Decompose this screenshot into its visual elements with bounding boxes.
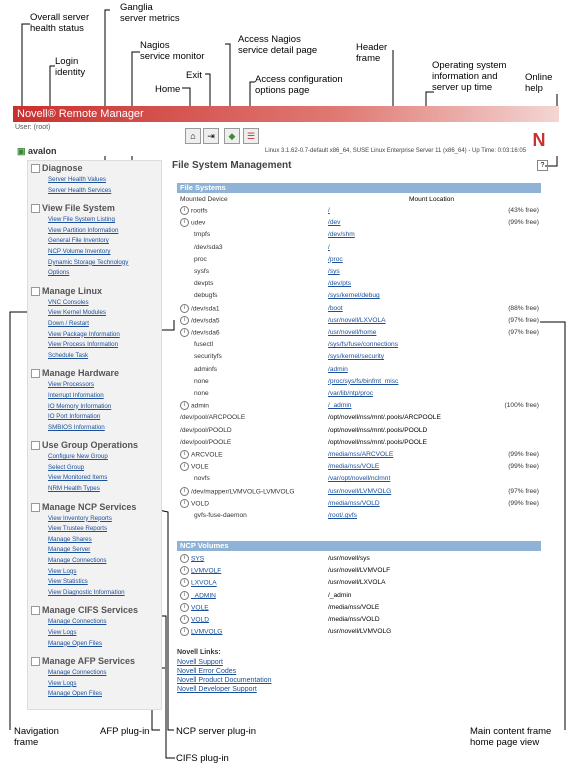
nagios-detail-button[interactable]: ◆ [224, 128, 240, 144]
fs-mount-location[interactable]: /sys [328, 268, 340, 275]
nav-section-1[interactable]: View File System [28, 201, 161, 215]
fs-free: (43% free) [508, 207, 539, 214]
nav-link[interactable]: IO Port Information [48, 413, 101, 421]
fs-row [177, 230, 541, 240]
annotation-ganglia: Ganglia server metrics [120, 2, 180, 24]
fs-device-name: devpts [194, 280, 214, 288]
fs-row [177, 352, 541, 362]
fs-mount-location[interactable]: /dev/pts [328, 280, 352, 288]
ncp-volume-path: /media/nss/VOLE [328, 603, 380, 611]
fs-row [177, 206, 541, 216]
nav-link[interactable]: View Package Information [48, 330, 120, 338]
fs-device [180, 426, 232, 436]
fs-device-name: novfs [194, 475, 210, 483]
annotation-overall-status: Overall server health status [30, 12, 90, 34]
fs-mount-location[interactable]: /proc [328, 255, 343, 263]
ncp-volume-name[interactable]: SYS [191, 555, 205, 563]
nav-link[interactable]: View Diagnostic Information [48, 588, 125, 596]
fs-device-name: /dev/pool/POOLE [180, 438, 232, 446]
fs-device [180, 291, 217, 301]
fs-mount-location[interactable]: /var/opt/novell/nclmnt [328, 475, 391, 483]
nav-link[interactable]: Manage Connections [48, 618, 107, 626]
server-health-status[interactable] [17, 146, 57, 157]
nav-link[interactable]: View Logs [48, 567, 77, 575]
nav-link[interactable]: IO Memory Information [48, 402, 112, 410]
fs-mount-location[interactable]: /_admin [328, 402, 352, 410]
nav-link[interactable]: Interrupt Information [48, 391, 104, 399]
nav-link[interactable]: VNC Consoles [48, 298, 89, 306]
annotation-exit: Exit [186, 70, 202, 81]
fs-mount-location[interactable]: /media/nss/VOLE [328, 463, 380, 471]
ncp-volume-name[interactable]: VOLD [191, 616, 209, 624]
nav-section-2[interactable]: Manage Linux [28, 284, 161, 298]
novell-link[interactable]: Novell Product Documentation [177, 677, 272, 684]
fs-mount-location: /opt/novell/nss/mnt/.pools/POOLE [328, 438, 427, 446]
fs-mount-location[interactable]: /sys/kernel/security [328, 353, 385, 361]
fs-device-name: VOLD [191, 500, 209, 508]
info-icon[interactable]: i [180, 578, 189, 587]
col-mount-location: Mount Location [409, 196, 455, 203]
fs-mount-location[interactable]: / [328, 243, 330, 251]
fs-device-name: /dev/pool/POOLD [180, 426, 232, 434]
nav-link[interactable]: NCP Volume Inventory [48, 247, 111, 255]
info-icon[interactable]: i [180, 615, 189, 624]
fs-device [180, 243, 223, 253]
fs-row [177, 450, 541, 460]
nav-link[interactable]: SMBIOS Information [48, 423, 105, 431]
nav-link[interactable]: Manage Open Files [48, 639, 102, 647]
novell-link[interactable]: Novell Error Codes [177, 668, 237, 675]
ncp-volume [180, 615, 209, 625]
fs-device-name: sysfs [194, 268, 210, 275]
fs-device [180, 206, 208, 216]
ncp-volume-name[interactable]: LVMVOLG [191, 628, 223, 636]
fs-row [177, 499, 541, 509]
nav-link[interactable]: Server Health Services [48, 186, 112, 194]
novell-link[interactable]: Novell Support [177, 659, 223, 666]
nav-link[interactable]: Manage Connections [48, 557, 107, 565]
fs-mount-location: /opt/novell/nss/mnt/.pools/ARCPOOLE [328, 414, 441, 422]
fs-device [180, 255, 207, 265]
novell-logo: N [532, 129, 546, 150]
fs-device-name: /dev/sda3 [194, 243, 223, 251]
fs-row [177, 304, 541, 314]
fs-device-name: rootfs [191, 207, 208, 215]
annotation-header-frame: Header frame [356, 42, 388, 64]
fs-row [177, 401, 541, 411]
fs-mount-location: /opt/novell/nss/mnt/.pools/POOLD [328, 426, 428, 434]
header-banner [13, 106, 559, 122]
ncp-volume-name[interactable]: LXVOLA [191, 579, 217, 587]
fs-mount-location[interactable]: /dev/shm [328, 231, 355, 239]
info-icon[interactable]: i [180, 328, 189, 337]
fs-row [177, 255, 541, 265]
ncp-volume-name[interactable]: _ADMIN [191, 591, 216, 599]
info-icon[interactable]: i [180, 462, 189, 471]
help-icon[interactable]: ? [537, 160, 548, 171]
fs-row [177, 291, 541, 301]
fs-device [180, 389, 209, 399]
fs-mount-location[interactable]: /root/.gvfs [328, 512, 357, 519]
fs-device [180, 218, 205, 228]
fs-column-headers [177, 195, 541, 205]
fs-device [180, 487, 294, 497]
fs-row [177, 267, 541, 277]
fs-device [180, 352, 222, 362]
fs-free: (97% free) [508, 316, 539, 324]
nav-link[interactable]: Configure New Group [48, 453, 108, 461]
fs-free: (100% free) [504, 402, 539, 410]
fs-free: (99% free) [508, 499, 539, 507]
fs-row [177, 377, 541, 387]
main-content-frame [172, 156, 558, 708]
fs-device [180, 340, 213, 350]
fs-device-name: adminfs [194, 365, 218, 373]
header-frame [13, 106, 559, 156]
info-icon[interactable]: i [180, 304, 189, 313]
fs-device-name: securityfs [194, 353, 222, 361]
fs-row [177, 365, 541, 375]
nav-section-6[interactable]: Manage CIFS Services [28, 603, 161, 617]
nav-link[interactable]: Server Health Values [48, 176, 107, 183]
annotation-config: Access configuration options page [255, 74, 343, 96]
nav-link[interactable]: Select Group [48, 463, 85, 471]
fs-device [180, 304, 220, 314]
ncp-volume-path: /usr/novell/LVMVOLG [328, 628, 392, 636]
fs-row [177, 218, 541, 228]
ncp-volume-path: /usr/novell/sys [328, 555, 370, 562]
ncp-volume-path: /media/nss/VOLD [328, 616, 380, 623]
info-icon[interactable]: i [180, 499, 189, 508]
nav-link[interactable]: View Logs [48, 679, 77, 687]
annotation-nagios-monitor: Nagios service monitor [140, 40, 205, 62]
fs-device [180, 462, 209, 472]
fs-device-name: udev [191, 219, 206, 227]
fs-mount-location[interactable]: /dev [328, 219, 341, 227]
fs-device-name: /dev/pool/ARCPOOLE [180, 414, 246, 422]
config-button[interactable]: ☰ [243, 128, 259, 144]
fs-device-name: ARCVOLE [191, 451, 223, 459]
info-icon[interactable]: i [180, 450, 189, 459]
annotation-nagios-detail: Access Nagios service detail page [238, 34, 318, 56]
nav-link[interactable]: Manage Open Files [48, 690, 102, 698]
fs-device [180, 450, 223, 460]
file-systems-header: File Systems [177, 183, 541, 193]
annotation-main-frame: Main content frame home page view [470, 726, 552, 748]
ncp-volume [180, 566, 221, 576]
fs-device [180, 438, 231, 448]
ncp-volume-name[interactable]: LVMVOLF [191, 567, 222, 575]
fs-device [180, 377, 209, 387]
fs-device-name: /dev/mapper/LVMVOLG-LVMVOLG [191, 487, 295, 495]
fs-row [177, 316, 541, 326]
page-title: File System Management [172, 160, 292, 171]
fs-row [177, 474, 541, 484]
ncp-volume-path: /usr/novell/LXVOLA [328, 579, 386, 587]
fs-device-name: debugfs [194, 292, 218, 300]
nav-section-5[interactable]: Manage NCP Services [28, 500, 161, 514]
fs-device [180, 316, 220, 326]
fs-free: (99% free) [508, 451, 539, 458]
info-icon[interactable]: i [180, 554, 189, 563]
nav-link[interactable]: Manage Connections [48, 669, 107, 677]
fs-device-name: /dev/sda1 [191, 304, 220, 312]
server-name: avalon [28, 146, 57, 156]
ncp-volume-path: /_admin [328, 591, 352, 599]
nav-link[interactable]: Options [48, 269, 70, 277]
info-icon[interactable]: i [180, 218, 189, 227]
annotation-os-info: Operating system information and server up time [432, 60, 507, 93]
nav-link[interactable]: Dynamic Storage Technology [48, 258, 129, 266]
fs-row [177, 243, 541, 253]
ncp-row [177, 591, 541, 601]
ncp-volume [180, 554, 204, 564]
health-icon: ▣ [17, 146, 26, 156]
nav-section-0[interactable]: Diagnose [28, 161, 161, 175]
ncp-volume [180, 627, 222, 637]
fs-mount-location[interactable]: /sys/kernel/debug [328, 292, 380, 300]
fs-device-name: tmpfs [194, 231, 211, 239]
ncp-row [177, 627, 541, 637]
fs-device-name: admin [191, 402, 209, 410]
fs-mount-location[interactable]: /media/nss/ARCVOLE [328, 451, 394, 458]
app-title: Novell® Remote Manager [17, 108, 144, 120]
fs-free: (97% free) [508, 487, 539, 495]
fs-row [177, 389, 541, 399]
fs-device-name: proc [194, 255, 207, 263]
nav-link[interactable]: Schedule Task [48, 351, 89, 359]
fs-mount-location[interactable]: /admin [328, 365, 348, 373]
fs-device [180, 365, 217, 375]
fs-device-name: /dev/sda5 [191, 317, 220, 325]
fs-device-name: none [194, 390, 209, 397]
ncp-volume [180, 578, 217, 588]
nav-link[interactable]: View Monitored Items [48, 474, 108, 482]
fs-mount-location[interactable]: /usr/novell/LVMVOLG [328, 487, 392, 495]
fs-device-name: VOLE [191, 463, 209, 471]
ncp-row [177, 615, 541, 625]
nav-link[interactable]: View Kernel Modules [48, 309, 107, 317]
ncp-row [177, 554, 541, 564]
fs-device [180, 511, 247, 521]
navigation-frame [27, 160, 162, 710]
annotation-ncp-plugin: NCP server plug-in [176, 726, 257, 737]
ncp-row [177, 578, 541, 588]
info-icon[interactable]: i [180, 591, 189, 600]
nav-link[interactable]: View Process Information [48, 341, 119, 349]
os-info: Linux 3.1.62-0.7-default x86_64, SUSE Linux Enterprise Server 11 (x86_64) - Up Time: 0:03:16:05 [265, 148, 527, 154]
fs-mount-location[interactable]: / [328, 207, 330, 214]
nav-link[interactable]: Manage Server [48, 546, 91, 554]
nav-section-4[interactable]: Use Group Operations [28, 438, 161, 452]
login-identity: User: (root) [15, 124, 51, 131]
exit-button[interactable]: ⇥ [203, 128, 219, 144]
fs-row [177, 328, 541, 338]
info-icon[interactable]: i [180, 627, 189, 636]
nav-link[interactable]: View Inventory Reports [48, 514, 112, 522]
fs-mount-location[interactable]: /boot [328, 304, 343, 312]
fs-device [180, 474, 210, 484]
nav-link[interactable]: Manage Shares [48, 535, 92, 543]
info-icon[interactable]: i [180, 316, 189, 325]
fs-row [177, 413, 541, 423]
fs-row [177, 462, 541, 472]
fs-mount-location[interactable]: /media/nss/VOLD [328, 499, 380, 507]
col-mounted-device: Mounted Device [180, 196, 228, 203]
annotation-nav-frame: Navigation frame [14, 726, 59, 748]
fs-device-name: /dev/sda6 [191, 329, 220, 337]
fs-row [177, 426, 541, 436]
ncp-row [177, 566, 541, 576]
novell-links-title: Novell Links: [177, 649, 221, 656]
fs-device [180, 230, 210, 240]
nav-link[interactable]: View Processors [48, 381, 94, 389]
fs-device [180, 328, 220, 338]
annotation-online-help: Online help [525, 72, 553, 94]
ncp-volume [180, 591, 216, 601]
home-button[interactable]: ⌂ [185, 128, 201, 144]
fs-device-name: fusectl [194, 341, 214, 349]
ncp-row [177, 603, 541, 613]
nav-link[interactable]: Down / Restart [48, 319, 89, 327]
nav-link[interactable]: General File Inventory [48, 237, 109, 245]
fs-free: (99% free) [508, 463, 539, 471]
nav-spacer [28, 700, 161, 705]
fs-mount-location[interactable]: /usr/novell/home [328, 329, 377, 336]
fs-device [180, 267, 209, 277]
info-icon[interactable]: i [180, 487, 189, 496]
fs-row [177, 487, 541, 497]
fs-row [177, 511, 541, 521]
fs-device [180, 279, 213, 289]
nav-section-7[interactable]: Manage AFP Services [28, 654, 161, 668]
ncp-volume-path: /usr/novell/LVMVOLF [328, 567, 391, 575]
nav-link[interactable]: NRM Health Types [48, 485, 100, 493]
nav-link[interactable]: View Logs [48, 629, 77, 636]
fs-device [180, 413, 245, 423]
ncp-volume-name[interactable]: VOLE [191, 604, 209, 612]
fs-row [177, 279, 541, 289]
nav-link[interactable]: View Statistics [48, 578, 88, 586]
annotation-cifs-plugin: CIFS plug-in [176, 753, 229, 764]
fs-mount-location[interactable]: /sys/fs/fuse/connections [328, 341, 399, 349]
nav-link[interactable]: View Partition Information [48, 226, 119, 234]
ncp-volumes-header: NCP Volumes [177, 541, 541, 551]
info-icon[interactable]: i [180, 206, 189, 215]
fs-device [180, 401, 209, 411]
fs-free: (88% free) [508, 304, 539, 312]
fs-mount-location[interactable]: /usr/novell/LXVOLA [328, 316, 386, 324]
annotation-home: Home [155, 84, 181, 95]
fs-device-name: gvfs-fuse-daemon [194, 512, 247, 519]
fs-mount-location[interactable]: /proc/sys/fs/binfmt_misc [328, 377, 399, 385]
fs-row [177, 438, 541, 448]
info-icon[interactable]: i [180, 566, 189, 575]
nav-section-3[interactable]: Manage Hardware [28, 366, 161, 380]
fs-free: (99% free) [508, 219, 539, 227]
fs-device-name: none [194, 377, 209, 385]
fs-device [180, 499, 209, 509]
novell-link[interactable]: Novell Developer Support [177, 686, 257, 693]
fs-free: (97% free) [508, 329, 539, 336]
fs-mount-location[interactable]: /var/lib/ntp/proc [328, 390, 374, 397]
ncp-volume [180, 603, 209, 613]
nav-link[interactable]: View File System Listing [48, 216, 115, 224]
fs-row [177, 340, 541, 350]
annotation-afp-plugin: AFP plug-in [100, 726, 150, 737]
info-icon[interactable]: i [180, 603, 189, 612]
annotation-login: Login identity [55, 56, 86, 78]
info-icon[interactable]: i [180, 401, 189, 410]
nav-link[interactable]: View Trustee Reports [48, 525, 108, 533]
